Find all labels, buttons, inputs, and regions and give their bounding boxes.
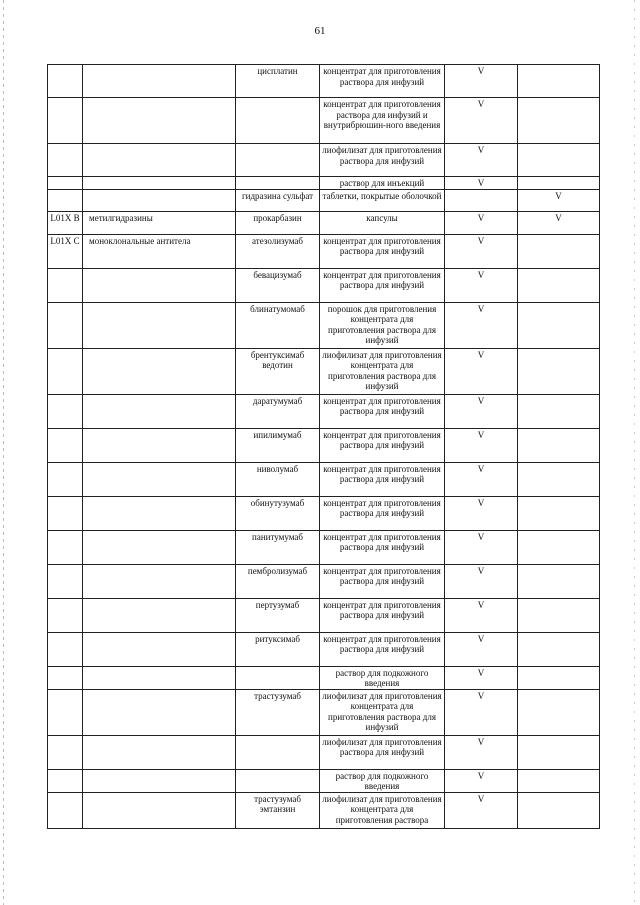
atc-code-cell [48,98,83,144]
mark-cell-1 [445,189,518,211]
inn-cell [236,144,320,177]
inn-cell: атезолизумаб [236,234,320,268]
dosage-form-cell: концентрат для приготовления раствора для инфузий [320,234,445,268]
mark-cell-1: V [445,234,518,268]
table-row [48,177,600,190]
table-row [48,632,600,666]
table-row [48,98,600,144]
group-name-cell [83,144,236,177]
mark-cell-2 [518,394,600,428]
mark-cell-2 [518,735,600,769]
inn-cell: гидразина сульфат [236,189,320,211]
mark-cell-2 [518,268,600,302]
group-name-cell [83,689,236,735]
mark-cell-2 [518,769,600,792]
table-row [48,598,600,632]
atc-code-cell [48,769,83,792]
atc-code-cell [48,792,83,828]
group-name-cell [83,666,236,689]
mark-cell-2 [518,302,600,348]
table-row [48,564,600,598]
dosage-form-cell: лиофилизат для приготовления раствора для инфузий [320,144,445,177]
mark-cell-2: V [518,189,600,211]
inn-cell: трастузумаб [236,689,320,735]
table-row [48,234,600,268]
mark-cell-2 [518,428,600,462]
mark-cell-1: V [445,462,518,496]
dosage-form-cell: таблетки, покрытые оболочкой [320,189,445,211]
atc-code-cell [48,666,83,689]
dosage-form-cell: лиофилизат для приготовления концентрата для приготовления раствора [320,792,445,828]
inn-cell [236,666,320,689]
atc-code-cell [48,428,83,462]
group-name-cell [83,348,236,394]
table-row [48,65,600,98]
inn-cell: обинутузумаб [236,496,320,530]
mark-cell-1: V [445,428,518,462]
dosage-form-cell: концентрат для приготовления раствора для инфузий [320,564,445,598]
inn-cell: бевацизумаб [236,268,320,302]
group-name-cell [83,632,236,666]
group-name-cell [83,65,236,98]
mark-cell-1: V [445,769,518,792]
table-row [48,302,600,348]
atc-code-cell [48,496,83,530]
dosage-form-cell: концентрат для приготовления раствора для инфузий [320,530,445,564]
mark-cell-1: V [445,394,518,428]
mark-cell-1: V [445,496,518,530]
mark-cell-1: V [445,666,518,689]
mark-cell-1: V [445,211,518,234]
group-name-cell [83,268,236,302]
group-name-cell: моноклональные антитела [83,234,236,268]
table-row [48,189,600,211]
table-row [48,666,600,689]
dosage-form-cell: лиофилизат для приготовления концентрата для приготовления раствора для инфузий [320,348,445,394]
dosage-form-cell: концентрат для приготовления раствора для инфузий [320,394,445,428]
dosage-form-cell: концентрат для приготовления раствора для инфузий [320,268,445,302]
mark-cell-2 [518,348,600,394]
group-name-cell [83,98,236,144]
table-row [48,144,600,177]
table-row [48,689,600,735]
atc-code-cell [48,189,83,211]
atc-code-cell [48,530,83,564]
inn-cell: даратумумаб [236,394,320,428]
mark-cell-1: V [445,530,518,564]
mark-cell-2 [518,65,600,98]
group-name-cell [83,496,236,530]
dosage-form-cell: концентрат для приготовления раствора для инфузий [320,65,445,98]
atc-code-cell [48,65,83,98]
table-row [48,769,600,792]
mark-cell-1: V [445,564,518,598]
mark-cell-1: V [445,98,518,144]
mark-cell-2 [518,144,600,177]
inn-cell: ипилимумаб [236,428,320,462]
dosage-form-cell: порошок для приготовления концентрата для приготовления раствора для инфузий [320,302,445,348]
atc-code-cell [48,394,83,428]
drug-table-body [48,65,600,829]
atc-code-cell [48,689,83,735]
group-name-cell [83,735,236,769]
mark-cell-1: V [445,144,518,177]
page-number: 61 [314,25,326,37]
mark-cell-1: V [445,792,518,828]
group-name-cell [83,792,236,828]
inn-cell: ниволумаб [236,462,320,496]
group-name-cell [83,177,236,190]
atc-code-cell [48,735,83,769]
dosage-form-cell: концентрат для приготовления раствора для инфузий и внутрибрюшин-ного введения [320,98,445,144]
dosage-form-cell: лиофилизат для приготовления раствора для инфузий [320,735,445,769]
atc-code-cell [48,348,83,394]
drug-table [47,64,600,829]
atc-code-cell [48,302,83,348]
inn-cell: панитумумаб [236,530,320,564]
atc-code-cell: L01X C [48,234,83,268]
inn-cell [236,177,320,190]
group-name-cell [83,530,236,564]
atc-code-cell [48,564,83,598]
table-row [48,496,600,530]
inn-cell: пертузумаб [236,598,320,632]
table-row [48,792,600,828]
mark-cell-2 [518,666,600,689]
mark-cell-1: V [445,177,518,190]
table-row [48,462,600,496]
inn-cell [236,98,320,144]
table-row [48,428,600,462]
dosage-form-cell: лиофилизат для приготовления концентрата для приготовления раствора для инфузий [320,689,445,735]
mark-cell-1: V [445,348,518,394]
scan-edge-right [634,0,635,905]
group-name-cell [83,564,236,598]
dosage-form-cell: капсулы [320,211,445,234]
group-name-cell [83,394,236,428]
group-name-cell [83,428,236,462]
group-name-cell [83,302,236,348]
table-row [48,211,600,234]
mark-cell-1: V [445,689,518,735]
group-name-cell: метилгидразины [83,211,236,234]
table-row [48,530,600,564]
table-row [48,735,600,769]
mark-cell-1: V [445,65,518,98]
inn-cell [236,735,320,769]
mark-cell-2 [518,177,600,190]
mark-cell-2 [518,462,600,496]
mark-cell-1: V [445,598,518,632]
inn-cell: пембролизумаб [236,564,320,598]
inn-cell: прокарбазин [236,211,320,234]
table-row [48,394,600,428]
mark-cell-1: V [445,268,518,302]
atc-code-cell: L01X B [48,211,83,234]
dosage-form-cell: концентрат для приготовления раствора для инфузий [320,428,445,462]
mark-cell-2 [518,98,600,144]
group-name-cell [83,189,236,211]
dosage-form-cell: концентрат для приготовления раствора для инфузий [320,496,445,530]
inn-cell: трастузумаб эмтанзин [236,792,320,828]
mark-cell-1: V [445,735,518,769]
dosage-form-cell: концентрат для приготовления раствора для инфузий [320,598,445,632]
dosage-form-cell: раствор для инъекций [320,177,445,190]
dosage-form-cell: раствор для подкожного введения [320,666,445,689]
atc-code-cell [48,268,83,302]
table-row [48,268,600,302]
group-name-cell [83,769,236,792]
inn-cell [236,769,320,792]
inn-cell: брентуксимаб ведотин [236,348,320,394]
mark-cell-2 [518,689,600,735]
mark-cell-2 [518,234,600,268]
atc-code-cell [48,144,83,177]
mark-cell-2 [518,792,600,828]
atc-code-cell [48,598,83,632]
inn-cell: блинатумомаб [236,302,320,348]
mark-cell-1: V [445,302,518,348]
atc-code-cell [48,462,83,496]
mark-cell-2 [518,496,600,530]
dosage-form-cell: концентрат для приготовления раствора для инфузий [320,632,445,666]
dosage-form-cell: раствор для подкожного введения [320,769,445,792]
inn-cell: ритуксимаб [236,632,320,666]
mark-cell-2 [518,598,600,632]
inn-cell: цисплатин [236,65,320,98]
atc-code-cell [48,632,83,666]
table-row [48,348,600,394]
group-name-cell [83,598,236,632]
mark-cell-2 [518,632,600,666]
mark-cell-2 [518,564,600,598]
atc-code-cell [48,177,83,190]
group-name-cell [83,462,236,496]
dosage-form-cell: концентрат для приготовления раствора для инфузий [320,462,445,496]
scan-edge-left [3,0,4,905]
mark-cell-1: V [445,632,518,666]
mark-cell-2 [518,530,600,564]
mark-cell-2: V [518,211,600,234]
